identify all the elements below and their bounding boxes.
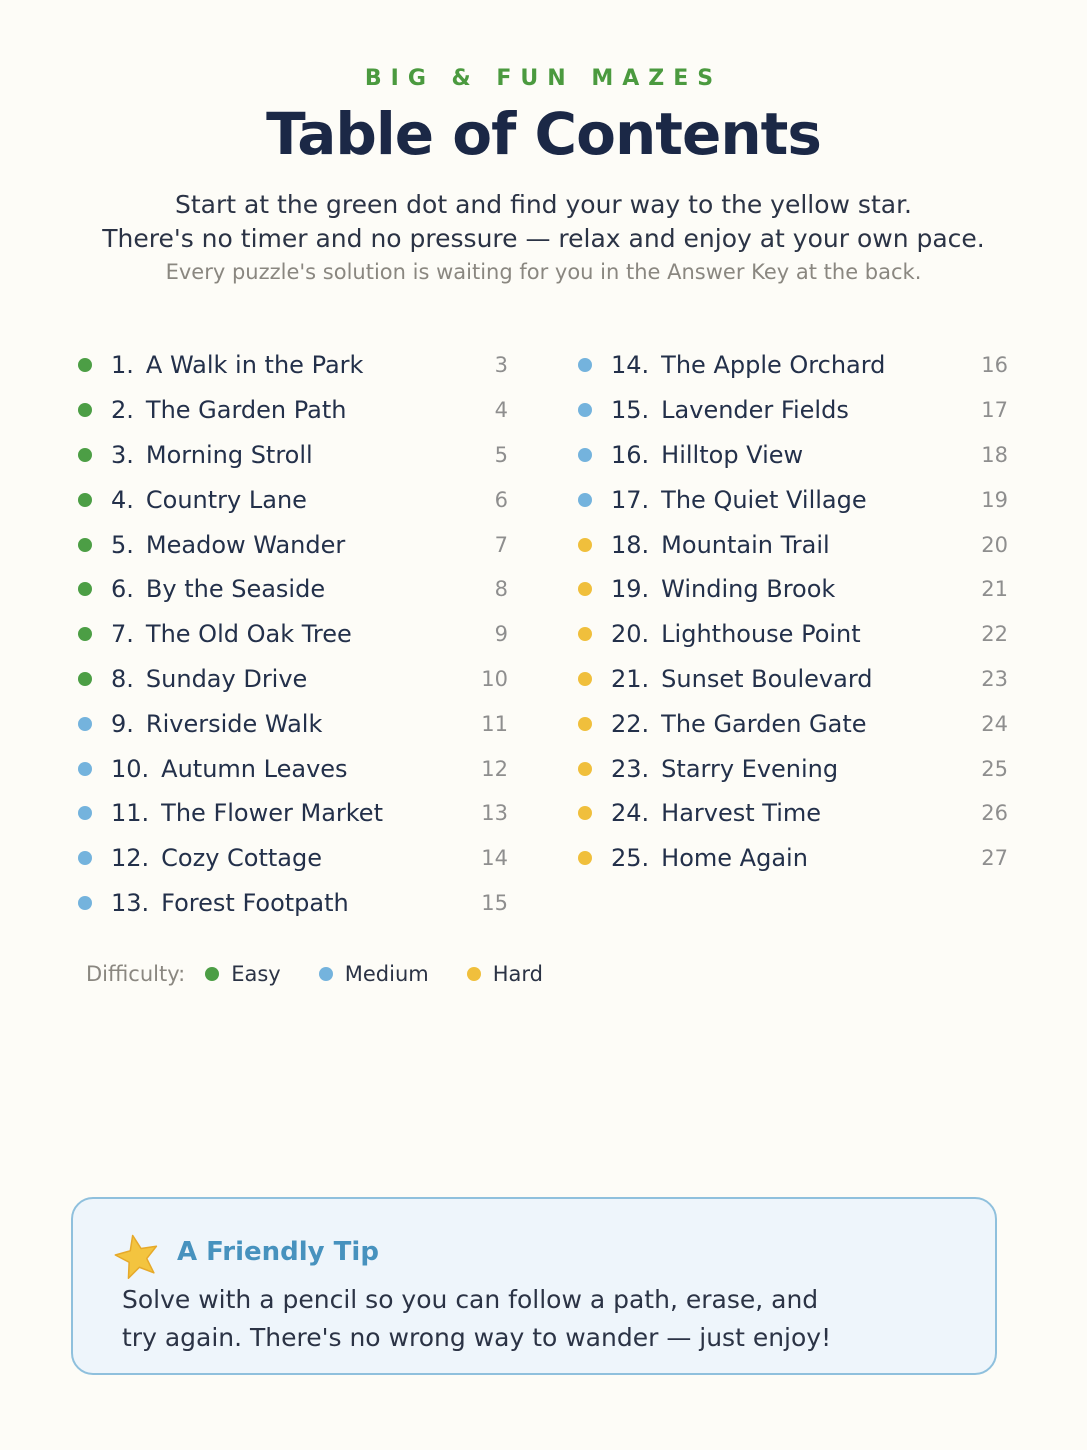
- toc-entry: [78, 612, 508, 657]
- toc-entry-number: 10.: [111, 754, 150, 783]
- toc-entry-title: Riverside Walk: [145, 709, 323, 738]
- toc-entry-page: 4: [494, 398, 508, 423]
- toc-entry-title: Mountain Trail: [661, 530, 830, 559]
- toc-entry: [578, 477, 1008, 522]
- hard-dot-icon: [467, 967, 481, 981]
- toc-entry-title: By the Seaside: [145, 575, 326, 604]
- toc-entry-number: 22.: [611, 709, 650, 738]
- easy-dot-icon: [78, 582, 92, 596]
- toc-entry-page: 17: [981, 398, 1008, 423]
- toc-entry-title: Cozy Cottage: [161, 844, 323, 873]
- toc-entry-title: Country Lane: [145, 485, 307, 514]
- toc-entry-number: 24.: [611, 799, 650, 828]
- toc-entry-page: 23: [981, 666, 1008, 691]
- toc-entry-number: 15.: [611, 396, 650, 425]
- toc-entry-title: The Old Oak Tree: [145, 620, 352, 649]
- toc-entry-title: The Garden Path: [145, 396, 347, 425]
- tip-title: A Friendly Tip: [177, 1237, 379, 1267]
- toc-entry-title: The Apple Orchard: [661, 351, 886, 380]
- easy-dot-icon: [78, 493, 92, 507]
- toc-entry-page: 12: [481, 756, 508, 781]
- toc-entry-title: Sunday Drive: [145, 664, 308, 693]
- toc-entry: [78, 836, 508, 881]
- toc-entry-page: 26: [981, 801, 1008, 826]
- toc-entry-page: 10: [481, 666, 508, 691]
- answer-key-note: Every puzzle's solution is waiting for you in the Answer Key at the back.: [165, 260, 922, 284]
- toc-entry-number: 13.: [111, 888, 150, 917]
- toc-entry-number: 25.: [611, 844, 650, 873]
- legend-label: Difficulty:: [86, 962, 186, 986]
- toc-entry: [78, 477, 508, 522]
- hard-dot-icon: [578, 582, 592, 596]
- toc-entry-page: 7: [494, 532, 508, 557]
- toc-entry-title: A Walk in the Park: [145, 351, 364, 380]
- toc-entry-number: 16.: [611, 440, 650, 469]
- toc-entry: [578, 701, 1008, 746]
- medium-dot-icon: [578, 403, 592, 417]
- toc-entry: [578, 746, 1008, 791]
- easy-dot-icon: [78, 672, 92, 686]
- toc-entry-page: 3: [494, 353, 508, 378]
- toc-entry-page: 21: [981, 577, 1008, 602]
- legend-easy: [205, 962, 281, 986]
- toc-entry-page: 25: [981, 756, 1008, 781]
- toc-entry-page: 18: [981, 442, 1008, 467]
- easy-dot-icon: [78, 358, 92, 372]
- toc-entry: [578, 522, 1008, 567]
- medium-dot-icon: [578, 448, 592, 462]
- toc-entry: [578, 388, 1008, 433]
- toc-entry-title: Lavender Fields: [661, 396, 849, 425]
- toc-entry: [78, 522, 508, 567]
- toc-entry-number: 23.: [611, 754, 650, 783]
- hard-dot-icon: [578, 672, 592, 686]
- toc-entry-page: 15: [481, 890, 508, 915]
- toc-entry-page: 5: [494, 442, 508, 467]
- toc-entry-number: 1.: [111, 351, 134, 380]
- toc-entry-title: Forest Footpath: [161, 888, 349, 917]
- medium-dot-icon: [578, 493, 592, 507]
- toc-entry-page: 6: [494, 487, 508, 512]
- legend-medium: [319, 962, 429, 986]
- easy-dot-icon: [78, 403, 92, 417]
- toc-entry: [578, 612, 1008, 657]
- intro-text: [0, 188, 1087, 256]
- toc-entry: [578, 657, 1008, 702]
- toc-entry-title: The Garden Gate: [661, 709, 867, 738]
- toc-entry: [78, 388, 508, 433]
- toc-entry-number: 6.: [111, 575, 134, 604]
- medium-dot-icon: [78, 717, 92, 731]
- toc-entry-number: 17.: [611, 485, 650, 514]
- toc-entry: [78, 657, 508, 702]
- legend-hard-label: Hard: [492, 962, 543, 986]
- toc-entry: [78, 881, 508, 926]
- toc-entry: [578, 567, 1008, 612]
- toc-entry-number: 4.: [111, 485, 134, 514]
- toc-entry-title: Harvest Time: [661, 799, 822, 828]
- toc-entry-page: 22: [981, 622, 1008, 647]
- toc-entry-number: 18.: [611, 530, 650, 559]
- toc-entry: [578, 433, 1008, 478]
- difficulty-legend: [86, 962, 581, 986]
- toc-entry-number: 11.: [111, 799, 150, 828]
- toc-entry-title: Starry Evening: [661, 754, 839, 783]
- toc-entry-page: 19: [981, 487, 1008, 512]
- legend-medium-label: Medium: [344, 962, 429, 986]
- toc-entry-number: 9.: [111, 709, 134, 738]
- hard-dot-icon: [578, 538, 592, 552]
- toc-entry-title: Lighthouse Point: [661, 620, 861, 649]
- toc-entry-page: 8: [494, 577, 508, 602]
- toc-entry-number: 19.: [611, 575, 650, 604]
- toc-entry-title: The Flower Market: [161, 799, 383, 828]
- toc-entry-number: 14.: [611, 351, 650, 380]
- toc-entry-page: 13: [481, 801, 508, 826]
- toc-entry-title: Winding Brook: [661, 575, 836, 604]
- medium-dot-icon: [78, 851, 92, 865]
- toc-entry-title: Autumn Leaves: [161, 754, 348, 783]
- tip-body: [122, 1281, 962, 1357]
- hard-dot-icon: [578, 762, 592, 776]
- toc-entry: [78, 791, 508, 836]
- toc-entry: [78, 343, 508, 388]
- medium-dot-icon: [78, 762, 92, 776]
- friendly-tip-box: [71, 1197, 997, 1375]
- medium-dot-icon: [578, 358, 592, 372]
- page-title: Table of Contents: [266, 100, 821, 168]
- toc-entry-page: 14: [481, 846, 508, 871]
- toc-entry-number: 20.: [611, 620, 650, 649]
- medium-dot-icon: [319, 967, 333, 981]
- toc-entry-number: 12.: [111, 844, 150, 873]
- hard-dot-icon: [578, 717, 592, 731]
- toc-entry-page: 16: [981, 353, 1008, 378]
- tip-line: Solve with a pencil so you can follow a path, erase, and: [122, 1285, 819, 1314]
- toc-entry-number: 3.: [111, 440, 134, 469]
- toc-entry-number: 8.: [111, 664, 134, 693]
- legend-hard: [467, 962, 543, 986]
- hard-dot-icon: [578, 851, 592, 865]
- toc-column-right: [578, 343, 1008, 881]
- toc-entry-number: 5.: [111, 530, 134, 559]
- easy-dot-icon: [78, 627, 92, 641]
- hard-dot-icon: [578, 627, 592, 641]
- toc-entry-page: 9: [494, 622, 508, 647]
- star-icon: [113, 1232, 161, 1280]
- easy-dot-icon: [78, 538, 92, 552]
- easy-dot-icon: [205, 967, 219, 981]
- hard-dot-icon: [578, 806, 592, 820]
- intro-line: Start at the green dot and find your way to the yellow star.: [174, 190, 913, 219]
- medium-dot-icon: [78, 806, 92, 820]
- toc-entry: [78, 433, 508, 478]
- toc-entry-number: 21.: [611, 664, 650, 693]
- toc-column-left: [78, 343, 508, 925]
- toc-entry: [578, 791, 1008, 836]
- toc-entry: [578, 836, 1008, 881]
- toc-entry: [78, 567, 508, 612]
- toc-entry-page: 27: [981, 846, 1008, 871]
- toc-entry-page: 20: [981, 532, 1008, 557]
- toc-entry-title: The Quiet Village: [661, 485, 867, 514]
- toc-entry-number: 7.: [111, 620, 134, 649]
- toc-entry-page: 24: [981, 711, 1008, 736]
- toc-entry-page: 11: [481, 711, 508, 736]
- toc-entry-title: Home Again: [661, 844, 808, 873]
- toc-entry: [78, 701, 508, 746]
- toc-entry-title: Sunset Boulevard: [661, 664, 873, 693]
- toc-entry-title: Hilltop View: [661, 440, 804, 469]
- series-label: BIG & FUN MAZES: [364, 66, 723, 91]
- toc-entry: [578, 343, 1008, 388]
- toc-entry-number: 2.: [111, 396, 134, 425]
- toc-entry-title: Morning Stroll: [145, 440, 313, 469]
- intro-line: There's no timer and no pressure — relax and enjoy at your own pace.: [102, 224, 985, 253]
- tip-line: try again. There's no wrong way to wander — just enjoy!: [122, 1323, 832, 1352]
- easy-dot-icon: [78, 448, 92, 462]
- medium-dot-icon: [78, 896, 92, 910]
- legend-easy-label: Easy: [231, 962, 281, 986]
- toc-entry-title: Meadow Wander: [145, 530, 346, 559]
- toc-entry: [78, 746, 508, 791]
